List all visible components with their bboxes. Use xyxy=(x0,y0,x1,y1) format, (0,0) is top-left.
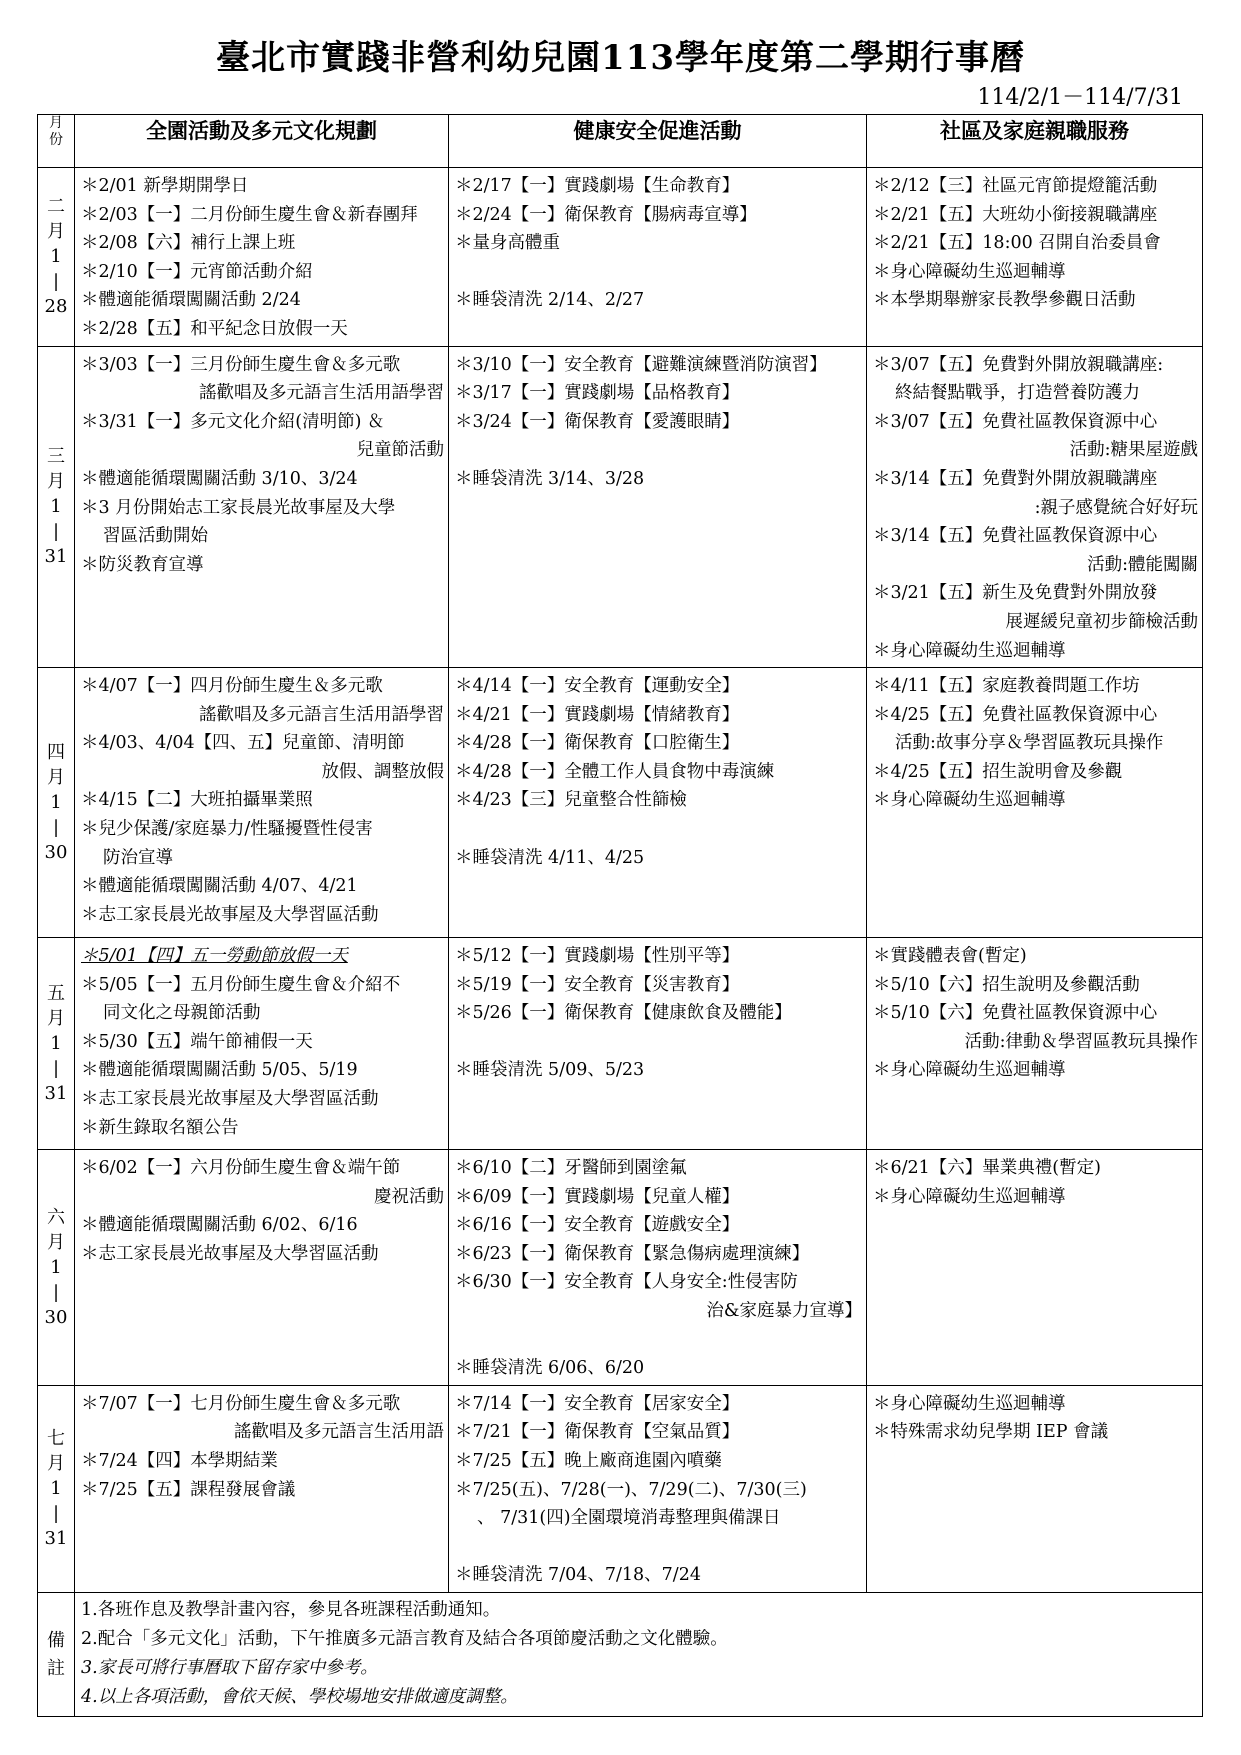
activity-item: ＊7/07【一】七月份師生慶生會＆多元歌 xyxy=(81,1393,401,1414)
month-row-july xyxy=(38,1385,1203,1592)
month-label-char: 1 xyxy=(50,1478,62,1500)
community-item: ＊身心障礙幼生巡迴輔導 xyxy=(873,790,1066,811)
activity-item: 謠歡唱及多元語言生活用語學習 xyxy=(199,383,444,404)
community-item: ＊5/10【六】免費社區教保資源中心 xyxy=(873,1003,1158,1024)
activity-item: ＊4/03、4/04【四、五】兒童節、清明節 xyxy=(81,733,405,754)
activity-item: 習區活動開始 xyxy=(103,526,208,547)
community-item: 活動:糖果屋遊戲 xyxy=(1069,440,1198,461)
notes-cell xyxy=(75,1593,1203,1717)
health-item: ＊睡袋清洗 2/14、2/27 xyxy=(455,290,645,311)
holiday-text: ＊5/01【四】五一勞動節放假一天 xyxy=(81,946,348,967)
activity-item: 兒童節活動 xyxy=(356,440,444,461)
month-label-char: 1 xyxy=(50,1033,62,1055)
activities-cell xyxy=(75,938,449,1150)
month-label-char: 31 xyxy=(44,1528,68,1550)
community-item: ＊身心障礙幼生巡迴輔導 xyxy=(873,1060,1066,1081)
community-item: ＊2/21【五】18:00 召開自治委員會 xyxy=(873,233,1161,254)
month-label xyxy=(38,346,75,668)
month-label-char: 月 xyxy=(47,221,65,243)
activity-item: ＊防災教育宣導 xyxy=(81,554,204,575)
health-item: ＊7/14【一】安全教育【居家安全】 xyxy=(455,1393,740,1414)
community-item: :親子感覺統合好好玩 xyxy=(1034,497,1198,518)
activity-item: ＊志工家長晨光故事屋及大學習區活動 xyxy=(81,904,379,925)
activity-item: ＊6/02【一】六月份師生慶生會＆端午節 xyxy=(81,1158,401,1179)
community-item: ＊3/07【五】免費社區教保資源中心 xyxy=(873,411,1158,432)
month-label-char: 30 xyxy=(44,1306,68,1328)
month-label-char: 四 xyxy=(47,742,65,764)
month-column-header xyxy=(38,115,75,168)
community-item: 終結餐點戰爭，打造營養防護力 xyxy=(895,383,1140,404)
month-header-char: 份 xyxy=(49,132,63,148)
activity-item: ＊4/15【二】大班拍攝畢業照 xyxy=(81,790,313,811)
activity-item xyxy=(81,942,444,971)
activity-item: ＊2/28【五】和平紀念日放假一天 xyxy=(81,318,348,339)
month-label-char: | xyxy=(52,817,60,839)
community-item: ＊身心障礙幼生巡迴輔導 xyxy=(873,261,1066,282)
calendar-table xyxy=(37,114,1203,1717)
health-item: ＊5/12【一】實踐劇場【性別平等】 xyxy=(455,946,740,967)
month-label xyxy=(38,938,75,1150)
activities-cell xyxy=(75,668,449,938)
community-item: ＊2/21【五】大班幼小銜接親職講座 xyxy=(873,204,1158,225)
health-item: ＊量身高體重 xyxy=(455,233,560,254)
community-cell xyxy=(867,1385,1203,1592)
community-cell xyxy=(867,938,1203,1150)
month-label-char: 月 xyxy=(47,1231,65,1253)
month-label-char: 30 xyxy=(44,842,68,864)
activity-item: ＊志工家長晨光故事屋及大學習區活動 xyxy=(81,1089,379,1110)
community-item: ＊4/25【五】招生說明會及參觀 xyxy=(873,761,1123,782)
health-item: ＊睡袋清洗 5/09、5/23 xyxy=(455,1060,645,1081)
health-column-header: 健康安全促進活動 xyxy=(449,115,867,168)
health-item: ＊7/25(五)、7/28(一)、7/29(二)、7/30(三) xyxy=(455,1479,807,1500)
activity-item: ＊體適能循環闖關活動 6/02、6/16 xyxy=(81,1215,358,1236)
activity-item: ＊2/08【六】補行上課上班 xyxy=(81,233,296,254)
month-label-char: 二 xyxy=(47,196,65,218)
activity-item: ＊3 月份開始志工家長晨光故事屋及大學 xyxy=(81,497,396,518)
community-cell xyxy=(867,1150,1203,1386)
month-label-char: 1 xyxy=(50,496,62,518)
community-item: 活動:律動＆學習區教玩具操作 xyxy=(964,1031,1198,1052)
health-item: ＊睡袋清洗 4/11、4/25 xyxy=(455,847,645,868)
activity-item: 放假、調整放假 xyxy=(321,761,444,782)
health-item: ＊4/28【一】衛保教育【口腔衛生】 xyxy=(455,733,740,754)
month-label-char: 月 xyxy=(47,1008,65,1030)
health-item: ＊睡袋清洗 3/14、3/28 xyxy=(455,468,645,489)
activities-cell xyxy=(75,346,449,668)
activity-item: ＊體適能循環闖關活動 4/07、4/21 xyxy=(81,876,358,897)
health-item: ＊7/21【一】衛保教育【空氣品質】 xyxy=(455,1422,740,1443)
month-label-char: 三 xyxy=(47,446,65,468)
month-label-char: 月 xyxy=(47,471,65,493)
health-item: ＊4/28【一】全體工作人員食物中毒演練 xyxy=(455,761,775,782)
community-item: 展遲緩兒童初步篩檢活動 xyxy=(1005,611,1198,632)
activity-item: 謠歡唱及多元語言生活用語學習 xyxy=(199,704,444,725)
month-label-char: 1 xyxy=(50,1256,62,1278)
month-label-char: 31 xyxy=(44,1083,68,1105)
month-label-char: | xyxy=(52,521,60,543)
health-item: ＊4/14【一】安全教育【運動安全】 xyxy=(455,676,740,697)
community-item: ＊身心障礙幼生巡迴輔導 xyxy=(873,1186,1066,1207)
activity-item: 謠歡唱及多元語言生活用語 xyxy=(234,1422,444,1443)
community-item: ＊3/07【五】免費對外開放親職講座: xyxy=(873,354,1164,375)
activity-item: ＊7/24【四】本學期結業 xyxy=(81,1451,278,1472)
community-item: ＊2/12【三】社區元宵節提燈籠活動 xyxy=(873,176,1158,196)
note-item: 3.家長可將行事曆取下留存家中參考。 xyxy=(81,1658,378,1678)
page-title: 臺北市實踐非營利幼兒園113學年度第二學期行事曆 xyxy=(216,38,1025,78)
community-item: ＊5/10【六】招生說明及參觀活動 xyxy=(873,974,1140,995)
community-item: ＊3/14【五】免費對外開放親職講座 xyxy=(873,468,1158,489)
activities-column-header: 全園活動及多元文化規劃 xyxy=(75,115,449,168)
activity-item: ＊5/05【一】五月份師生慶生會＆介紹不 xyxy=(81,974,401,995)
month-label xyxy=(38,1150,75,1386)
activity-item: ＊新生錄取名額公告 xyxy=(81,1117,239,1138)
activity-item: ＊3/03【一】三月份師生慶生會＆多元歌 xyxy=(81,354,401,375)
date-range: 114/2/1－114/7/31 xyxy=(977,85,1183,110)
community-item: 活動:體能闖關 xyxy=(1087,554,1198,575)
activity-item: ＊5/30【五】端午節補假一天 xyxy=(81,1031,313,1052)
month-label-char: 七 xyxy=(47,1428,65,1450)
community-column-header: 社區及家庭親職服務 xyxy=(867,115,1203,168)
activity-item: ＊志工家長晨光故事屋及大學習區活動 xyxy=(81,1243,379,1264)
header-row xyxy=(38,115,1203,168)
month-label xyxy=(38,668,75,938)
month-header-char: 月 xyxy=(49,115,63,131)
community-item: ＊實踐體表會(暫定) xyxy=(873,946,1027,967)
health-item: ＊7/25【五】晚上廠商進園內噴藥 xyxy=(455,1451,722,1472)
health-item: ＊3/17【一】實踐劇場【品格教育】 xyxy=(455,383,740,404)
health-item: ＊6/30【一】安全教育【人身安全:性侵害防 xyxy=(455,1272,798,1293)
health-cell xyxy=(449,346,867,668)
notes-label xyxy=(38,1593,75,1717)
health-item: ＊3/24【一】衛保教育【愛護眼睛】 xyxy=(455,411,740,432)
activity-item: ＊2/03【一】二月份師生慶生會＆新春團拜 xyxy=(81,204,418,225)
note-item: 1.各班作息及教學計畫內容，參見各班課程活動通知。 xyxy=(81,1600,501,1620)
notes-label-char: 註 xyxy=(47,1657,65,1679)
community-item: ＊身心障礙幼生巡迴輔導 xyxy=(873,1393,1066,1414)
month-row-march xyxy=(38,346,1203,668)
health-cell xyxy=(449,938,867,1150)
community-item: ＊3/21【五】新生及免費對外開放發 xyxy=(873,583,1158,604)
health-item: ＊6/09【一】實踐劇場【兒童人權】 xyxy=(455,1186,740,1207)
activity-item: 防治宣導 xyxy=(103,847,173,868)
month-label-char: 五 xyxy=(47,983,65,1005)
month-label-char: 1 xyxy=(50,792,62,814)
activity-item: ＊兒少保護/家庭暴力/性騷擾暨性侵害 xyxy=(81,819,373,840)
month-label xyxy=(38,1385,75,1592)
health-item: ＊4/23【三】兒童整合性篩檢 xyxy=(455,790,687,811)
health-cell xyxy=(449,668,867,938)
health-cell xyxy=(449,1150,867,1386)
note-item: 4.以上各項活動，會依天候、學校場地安排做適度調整。 xyxy=(81,1687,518,1707)
health-cell xyxy=(449,168,867,347)
month-label-char: 六 xyxy=(47,1206,65,1228)
month-label-char: | xyxy=(52,1281,60,1303)
month-label-char: | xyxy=(52,271,60,293)
month-label-char: 月 xyxy=(47,1453,65,1475)
activity-item: 慶祝活動 xyxy=(374,1186,444,1207)
health-item: ＊6/10【二】牙醫師到園塗氟 xyxy=(455,1158,687,1179)
community-cell xyxy=(867,668,1203,938)
health-item: ＊6/16【一】安全教育【遊戲安全】 xyxy=(455,1215,740,1236)
health-cell xyxy=(449,1385,867,1592)
activity-item: 同文化之母親節活動 xyxy=(103,1003,261,1024)
activity-item: ＊體適能循環闖關活動 3/10、3/24 xyxy=(81,468,358,489)
health-item: ＊5/26【一】衛保教育【健康飲食及體能】 xyxy=(455,1003,792,1024)
activity-item: ＊3/31【一】多元文化介紹(清明節) ＆ xyxy=(81,411,385,432)
health-item: ＊6/23【一】衛保教育【緊急傷病處理演練】 xyxy=(455,1243,810,1264)
activities-cell xyxy=(75,168,449,347)
health-item: ＊2/17【一】實踐劇場【生命教育】 xyxy=(455,176,740,196)
activities-cell xyxy=(75,1150,449,1386)
month-row-april xyxy=(38,668,1203,938)
month-label-char: | xyxy=(52,1503,60,1525)
health-item: ＊5/19【一】安全教育【災害教育】 xyxy=(455,974,740,995)
activity-item: ＊2/01 新學期開學日 xyxy=(81,176,249,196)
month-label xyxy=(38,168,75,347)
activity-item: ＊4/07【一】四月份師生慶生＆多元歌 xyxy=(81,676,383,697)
community-item: ＊特殊需求幼兒學期 IEP 會議 xyxy=(873,1422,1109,1443)
month-label-char: 1 xyxy=(50,246,62,268)
community-item: ＊身心障礙幼生巡迴輔導 xyxy=(873,640,1066,661)
notes-label-char: 備 xyxy=(47,1629,65,1651)
health-item: ＊睡袋清洗 6/06、6/20 xyxy=(455,1358,645,1379)
activity-item: ＊體適能循環闖關活動 5/05、5/19 xyxy=(81,1060,358,1081)
community-item: ＊3/14【五】免費社區教保資源中心 xyxy=(873,526,1158,547)
community-item: 活動:故事分享＆學習區教玩具操作 xyxy=(895,733,1164,754)
month-row-june xyxy=(38,1150,1203,1386)
activity-item: ＊7/25【五】課程發展會議 xyxy=(81,1479,296,1500)
month-label-char: 月 xyxy=(47,767,65,789)
community-cell xyxy=(867,168,1203,347)
month-row-february xyxy=(38,168,1203,347)
month-label-char: 28 xyxy=(44,296,68,318)
month-label-char: 31 xyxy=(44,546,68,568)
community-cell xyxy=(867,346,1203,668)
community-item: ＊4/11【五】家庭教養問題工作坊 xyxy=(873,676,1140,697)
notes-row xyxy=(38,1593,1203,1717)
note-item: 2.配合「多元文化」活動，下午推廣多元語言教育及結合各項節慶活動之文化體驗。 xyxy=(81,1629,728,1649)
community-item: ＊4/25【五】免費社區教保資源中心 xyxy=(873,704,1158,725)
health-item: 治&家庭暴力宣導】 xyxy=(706,1301,862,1322)
community-item: ＊本學期舉辦家長教學參觀日活動 xyxy=(873,290,1136,311)
health-item: ＊睡袋清洗 7/04、7/18、7/24 xyxy=(455,1565,701,1586)
health-item: ＊3/10【一】安全教育【避難演練暨消防演習】 xyxy=(455,354,827,375)
month-label-char: | xyxy=(52,1058,60,1080)
month-row-may xyxy=(38,938,1203,1150)
health-item: 、 7/31(四)全園環境消毒整理與備課日 xyxy=(477,1508,781,1529)
health-item: ＊4/21【一】實踐劇場【情緒教育】 xyxy=(455,704,740,725)
health-item: ＊2/24【一】衛保教育【腸病毒宣導】 xyxy=(455,204,757,225)
activity-item: ＊體適能循環闖關活動 2/24 xyxy=(81,290,301,311)
activities-cell xyxy=(75,1385,449,1592)
activity-item: ＊2/10【一】元宵節活動介紹 xyxy=(81,261,313,282)
community-item: ＊6/21【六】畢業典禮(暫定) xyxy=(873,1158,1101,1179)
